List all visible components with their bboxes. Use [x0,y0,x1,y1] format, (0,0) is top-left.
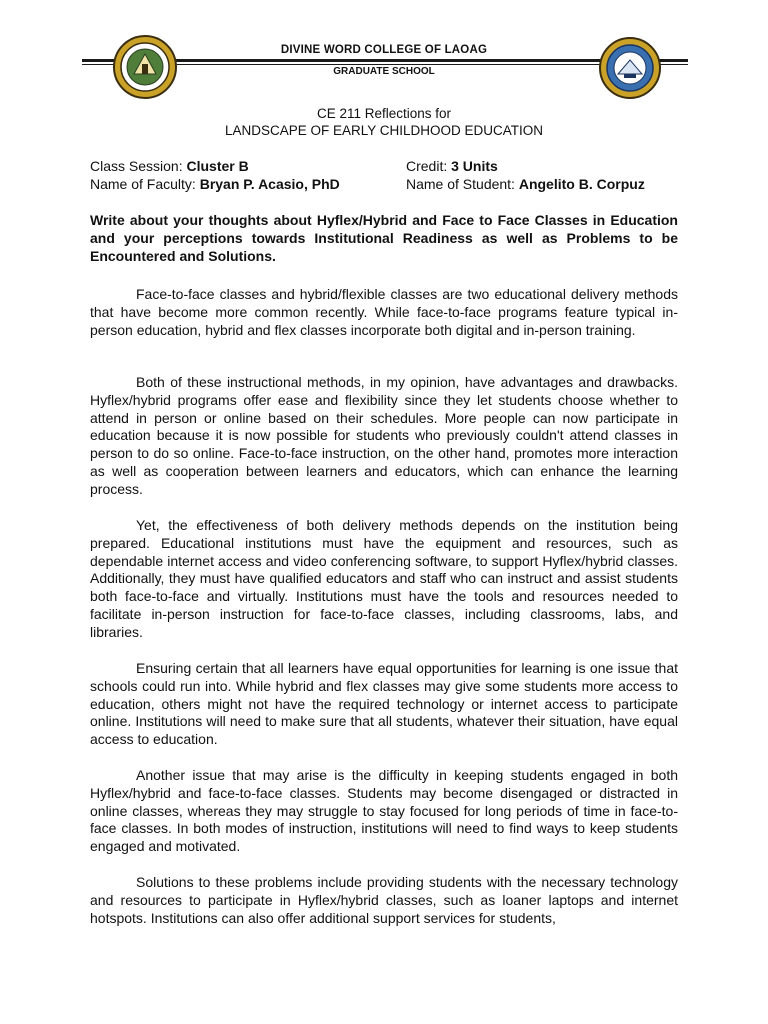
essay-prompt: Write about your thoughts about Hyflex/Hybrid and Face to Face Classes in Education and your perceptions towards Institutional Readiness as well as Problems to be Encountered and Solutions. [90,212,678,264]
course-title: CE 211 Reflections for [316,106,452,121]
paragraph: Ensuring certain that all learners have equal opportunities for learning is one issue that schools could run into. While hybrid and flex classes may give some students more access to education, others might not have the required technology or internet access to participate online. Institutions will need to make sure that all students, whatever their situation, have equal access to education. [90,660,678,748]
paragraph: Solutions to these problems include providing students with the necessary technology and resources to participate in Hyflex/hybrid classes, such as loaner laptops and internet hotspots. Institutions can also offer additional support services for students, [90,874,678,926]
college-name: DIVINE WORD COLLEGE OF LAOAG [280,44,488,56]
paragraph: Both of these instructional methods, in my opinion, have advantages and drawbacks. Hyflex/hybrid programs offer ease and flexibility since they let students choose whether to attend in person or online based on their schedules. More people can now participate in education because it is now possible for students who previously couldn't attend classes in person to do so online. Face-to-face instruction, on the other hand, promotes more interaction as well as cooperation between learners and educators, which can enhance the learning process. [90,374,678,497]
class-session-value: Cluster B [186,158,249,174]
class-session-label: Class Session: [90,158,187,174]
class-session-field [90,158,249,174]
student-label: Name of Student: [406,176,519,192]
student-field [406,176,645,192]
credit-field [406,158,498,174]
faculty-label: Name of Faculty: [90,176,200,192]
student-value: Angelito B. Corpuz [518,176,645,192]
letterhead [0,0,768,100]
faculty-field [90,176,340,192]
credit-label: Credit: [406,158,452,174]
paragraph: Face-to-face classes and hybrid/flexible classes are two educational delivery methods that have become more common recently. While face-to-face programs feature typical in-person education, hybrid and flex classes incorporate both digital and in-person training. [90,286,678,338]
paragraph: Yet, the effectiveness of both delivery methods depends on the institution being prepared. Educational institutions must have the equipment and resources, such as dependable internet access and video conferencing software, to support Hyflex/hybrid classes. Additionally, they must have qualified educators and staff who can instruct and assist students both face-to-face and virtually. Institutions must have the tools and resources needed to facilitate in-person instruction for face-to-face classes, including classrooms, labs, and libraries. [90,517,678,640]
faculty-value: Bryan P. Acasio, PhD [199,176,340,192]
course-subtitle: LANDSCAPE OF EARLY CHILDHOOD EDUCATION [224,123,544,138]
school-name: GRADUATE SCHOOL [333,66,435,77]
paragraph: Another issue that may arise is the difficulty in keeping students engaged in both Hyflex/hybrid and face-to-face classes. Students may become disengaged or distracted in online classes, whereas they may struggle to stay focused for long periods of time in face-to-face classes. In both modes of instruction, institutions will need to find ways to keep students engaged and motivated. [90,767,678,855]
credit-value: 3 Units [451,158,498,174]
